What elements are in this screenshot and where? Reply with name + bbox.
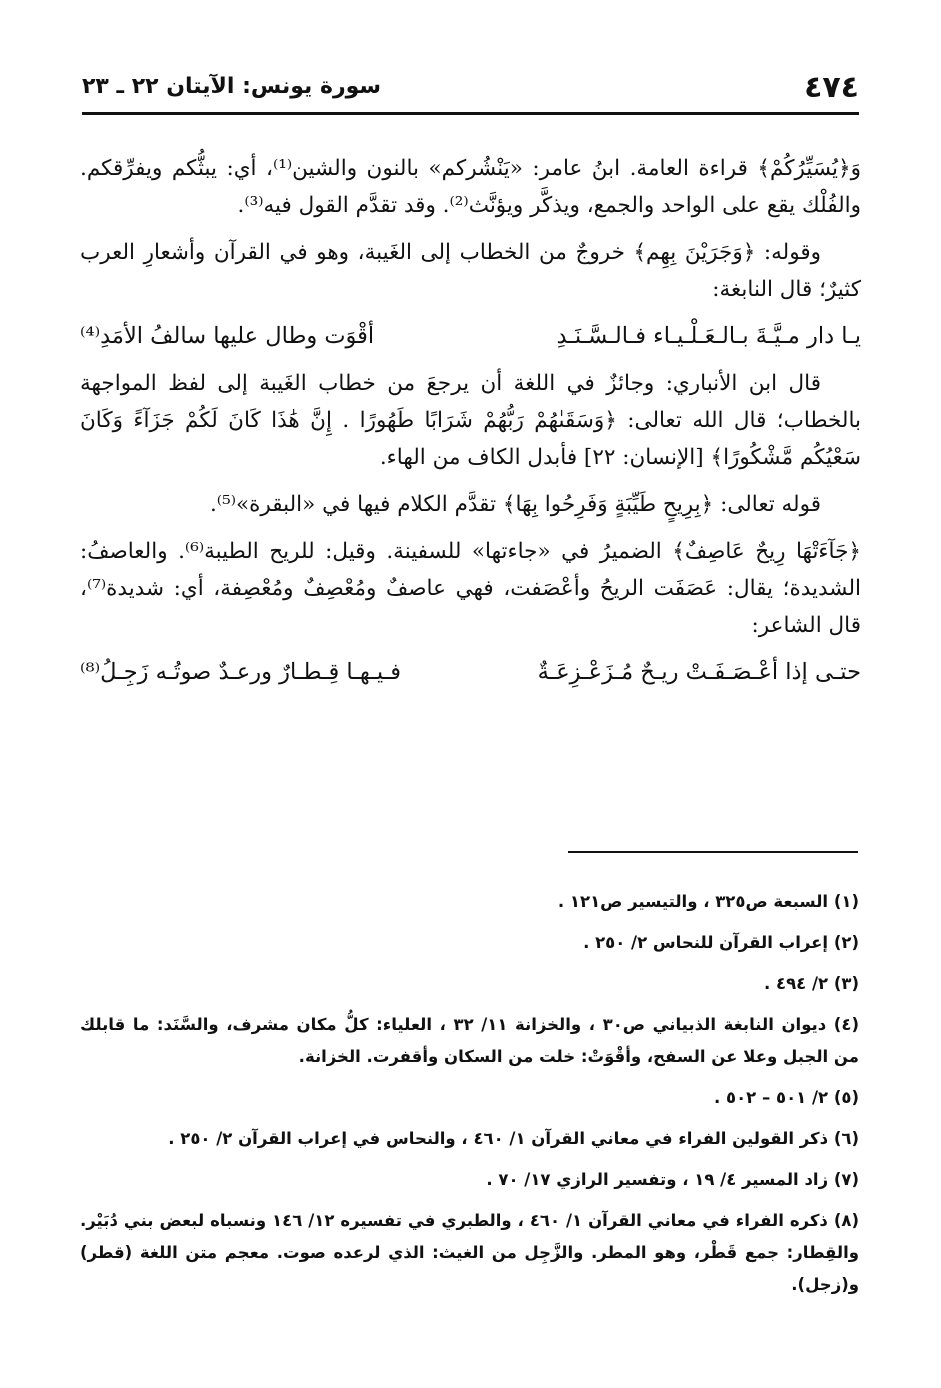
footnote-5: (٥) ٢/ ٥٠١ – ٥٠٢ . bbox=[714, 1088, 859, 1107]
paragraph-1: وَ﴿يُسَيِّرُكُمْ﴾ قراءة العامة. ابنُ عامر: «يَنْشُركم» بالنون والشين⁽¹⁾، أي: يبثُّكم ويفرِّقكم. والفُلْك يقع على الواحد والجمع، ويذكَّر ويؤنَّث⁽²⁾. وقد تقدَّم القول فيه⁽³⁾. bbox=[80, 156, 861, 218]
page-header bbox=[82, 66, 859, 108]
header-rule bbox=[82, 112, 859, 115]
main-text bbox=[80, 150, 861, 701]
paragraph-4: قوله تعالى: ﴿بِرِيحٍ طَيِّبَةٍ وَفَرِحُوا بِهَا﴾ تقدَّم الكلام فيها في «البقرة»⁽⁵⁾. bbox=[209, 492, 821, 517]
footnote-separator bbox=[568, 851, 858, 853]
paragraph-5: ﴿جَآءَتْهَا رِيحٌ عَاصِفٌ﴾ الضميرُ في «جاءتها» للسفينة. وقيل: للريح الطيبة⁽⁶⁾. والعاصفُ: الشديدة؛ يقال: عَصَفَت الريحُ وأعْصَفت، فهي عاصفٌ ومُعْصِفٌ ومُعْصِفة، أي: شديدة⁽⁷⁾، قال الشاعر: bbox=[80, 539, 861, 638]
footnote-2: (٢) إعراب القرآن للنحاس ٢/ ٢٥٠ . bbox=[583, 933, 859, 952]
footnotes bbox=[80, 886, 859, 1310]
page-number: ٤٧٤ bbox=[804, 70, 859, 105]
verse-1-second-hemistich: أقْوَت وطال عليها سالفُ الأمَدِ⁽⁴⁾ bbox=[80, 323, 375, 349]
verse-2-first-hemistich: حتـى إذا أعْـصَـفَـتْ ريـحٌ مُـزَعْـزِعَـةٌ bbox=[537, 659, 861, 685]
paragraph-2: وقوله: ﴿وَجَرَيْنَ بِهِم﴾ خروجٌ من الخطاب إلى الغَيبة، وهو في القرآن وأشعارِ العرب كثيرٌ؛ قال النابغة: bbox=[80, 240, 861, 302]
verse-1-first-hemistich: يـا دار مـيَّـةَ بـالـعَـلْـيـاء فـالـسَّـنَـدِ bbox=[556, 323, 861, 349]
footnote-3: (٣) ٢/ ٤٩٤ . bbox=[763, 974, 859, 993]
running-title: سورة يونس: الآيتان ٢٢ ـ ٢٣ bbox=[82, 74, 382, 99]
footnote-7: (٧) زاد المسير ٤/ ١٩ ، وتفسير الرازي ١٧/ ٧٠ . bbox=[486, 1170, 859, 1189]
poetry-verse-2 bbox=[80, 654, 861, 691]
paragraph-3: قال ابن الأنباري: وجائزٌ في اللغة أن يرجعَ من خطاب الغَيبة إلى لفظ المواجهة بالخطاب؛ قال الله تعالى: ﴿وَسَقَىٰهُمْ رَبُّهُمْ شَرَابًا طَهُورًا . إِنَّ هَٰذَا كَانَ لَكُمْ جَزَآءً وَكَانَ سَعْيُكُم مَّشْكُورًا﴾ [الإنسان: ٢٢] فأبدل الكاف من الهاء. bbox=[80, 371, 861, 470]
footnote-6: (٦) ذكر القولين الفراء في معاني القرآن ١/ ٤٦٠ ، والنحاس في إعراب القرآن ٢/ ٢٥٠ . bbox=[168, 1129, 859, 1148]
footnote-4: (٤) ديوان النابغة الذبياني ص٣٠ ، والخزانة ١١/ ٣٢ ، العلياء: كلُّ مكان مشرف، والسَّنَد: ما قابلك من الجبل وعلا عن السفح، وأقْوَتْ: خلت من السكان وأقفرت. الخزانة. bbox=[80, 1015, 859, 1066]
footnote-1: (١) السبعة ص٣٢٥ ، والتيسير ص١٢١ . bbox=[557, 892, 859, 911]
verse-2-second-hemistich: فـيـهـا قِـطـارٌ ورعـدٌ صوتُـه زَجِـلُ⁽⁸⁾ bbox=[80, 659, 401, 685]
poetry-verse-1 bbox=[80, 318, 861, 355]
footnote-8: (٨) ذكره الفراء في معاني القرآن ١/ ٤٦٠ ، والطبري في تفسيره ١٢/ ١٤٦ ونسباه لبعض بني دُبَيْر. والقِطار: جمع قَطْر، وهو المطر. والزَّجِل من الغيث: الذي لرعده صوت. معجم متن اللغة (قطر) و(زجل). bbox=[80, 1211, 859, 1294]
